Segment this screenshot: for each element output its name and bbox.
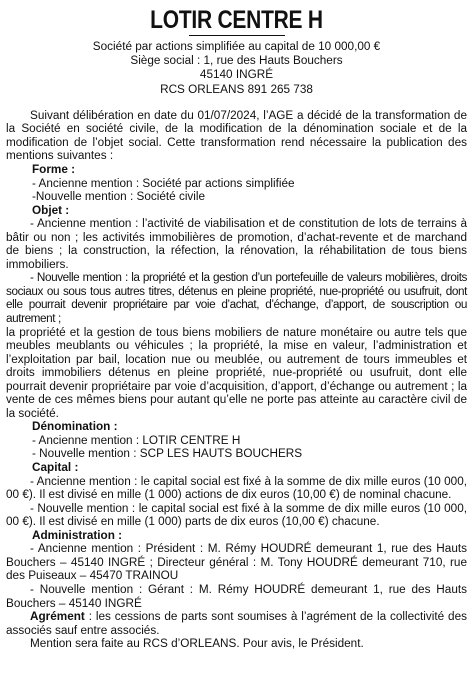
forme-heading: Forme xyxy=(32,163,68,176)
company-form: Société par actions simplifiée au capital de 10 000,00 € xyxy=(92,40,381,53)
intro-paragraph: Suivant délibération en date du 01/07/2024, l’AGE a décidé de la transformation de la Société en société civile, de la modification de la dénomination sociale et de la modification de l’objet social. Cette transformation rend nécessaire la publication des mentions suivantes : xyxy=(6,108,467,163)
agrement-paragraph: Agrément : les cessions de parts sont soumises à l’agrément de la collectivité des associés sauf entre associés. xyxy=(6,610,467,637)
capital-heading: Capital xyxy=(32,461,72,475)
notice-title: LOTIR CENTRE H xyxy=(150,6,323,34)
objet-old-mention: - Ancienne mention : l’activité de viabilisation et de constitution de lots de terrains à bâtir ou non ; les activités immobilières de promotion, d’achat-revente et de marchand de biens ; la construction, la réfection, la rénovation, la réhabilitation de tous biens immobiliers. xyxy=(6,217,467,271)
denomination-heading: Dénomination xyxy=(32,420,111,434)
capital-old-mention: - Ancienne mention : le capital social est fixé à la somme de dix mille euros (10 000, 00 €). Il est divisé en mille (1 000) actions de dix euros (10,00 €) de nominal chacune. xyxy=(6,474,467,502)
capital-new-mention: - Nouvelle mention : le capital social est fixé à la somme de dix mille euros (10 000, 00 €). Il est divisé en mille (1 000) parts de dix euros (10,00 €) chacune. xyxy=(6,501,467,529)
company-rcs: RCS ORLEANS 891 265 738 xyxy=(160,82,313,96)
capital-section: Capital : - Ancienne mention : le capital social est fixé à la somme de dix mille euros (10 000, 00 €). Il est divisé en mille (1 000) actions de dix euros (10,00 €) de nominal chacune. - Nouvelle mention : le capital social est fixé à la somme de dix mille euros (10 000, 00 €). Il est divisé en mille (1 000) parts de dix euros (10,00 €) chacune. xyxy=(6,461,467,529)
denomination-old-mention: - Ancienne mention : LOTIR CENTRE H xyxy=(32,433,241,447)
section-spacer xyxy=(6,97,467,109)
company-city: 45140 INGRÉ xyxy=(199,68,274,82)
agrement-heading: Agrément xyxy=(30,610,85,624)
company-details xyxy=(6,40,467,97)
objet-section: Objet : - Ancienne mention : l’activité de viabilisation et de constitution de lots de terrains à bâtir ou non ; les activités immobilières de promotion, d’achat-revente et de marchand de biens ; la construction, la réfection, la rénovation, la réhabilitation de tous biens immobiliers. - Nouvelle mention : la propriété et la gestion d’un portefeuille de valeurs mobilières, droits sociaux ou sous tous autres titres, détenus en pleine propriété, nue-propriété ou usufruit, dont elle pourrait devenir propriétaire par voie d’achat, d’échange, d’apport, de souscription ou autrement ; la propriété et la gestion de tous biens mobiliers de nature monétaire ou autre tels que meubles meublants ou véhicules ; la propriété, la mise en valeur, l’administration et l’exploitation par bail, location nue ou meublée, ou autrement de tours immeubles et droits immobiliers détenus en pleine propriété, nue-propriété ou usufruit, dont elle pourrait devenir propriétaire par voie d’acquisition, d’apport, d’échange ou autrement ; la vente de ces mêmes biens pour autant qu’elle ne porte pas atteinte au caractère civil de la société. xyxy=(6,203,467,420)
administration-old-mention: - Ancienne mention : Président : M. Rémy HOUDRÉ demeurant 1, rue des Hauts Bouchers – 45140 INGRÉ ; Directeur général : M. Tony HOUDRÉ demeurant 710, rue des Puiseaux – 45470 TRAINOU xyxy=(6,542,467,583)
agrement-text: les cessions de parts sont soumises à l’agrément de la collectivité des associés sauf entre associés. xyxy=(6,610,467,637)
administration-section: Administration : - Ancienne mention : Président : M. Rémy HOUDRÉ demeurant 1, rue des Hauts Bouchers – 45140 INGRÉ ; Directeur général : M. Tony HOUDRÉ demeurant 710, rue des Puiseaux – 45470 TRAINOU - Nouvelle mention : Gérant : M. Rémy HOUDRÉ demeurant 1, rue des Hauts Bouchers – 45140 INGRÉ xyxy=(6,528,467,610)
denomination-section: Dénomination : - Ancienne mention : LOTIR CENTRE H - Nouvelle mention : SCP LES HAUTS BOUCHERS xyxy=(6,420,467,461)
objet-heading: Objet xyxy=(32,203,63,217)
closing-line: Mention sera faite au RCS d’ORLEANS. Pour avis, le Président. xyxy=(30,637,364,651)
title-underline xyxy=(189,35,285,36)
objet-new-mention-part2: la propriété et la gestion de tous biens mobiliers de nature monétaire ou autre tels que meubles meublants ou véhicules ; la propriété, la mise en valeur, l’administration et l’exploitation par bail, location nue ou meublée, ou autrement de tours immeubles et droits immobiliers détenus en pleine propriété, nue-propriété ou usufruit, dont elle pourrait devenir propriétaire par voie d’acquisition, d’apport, d’échange ou autrement ; la vente de ces mêmes biens pour autant qu’elle ne porte pas atteinte au caractère civil de la société. xyxy=(6,325,467,420)
forme-old-mention: - Ancienne mention : Société par actions simplifiée xyxy=(32,176,295,190)
administration-new-mention: - Nouvelle mention : Gérant : M. Rémy HOUDRÉ demeurant 1, rue des Hauts Bouchers – 45140 INGRÉ xyxy=(6,582,467,610)
company-seat: Siège social : 1, rue des Hauts Bouchers xyxy=(130,54,343,68)
forme-new-mention: -Nouvelle mention : Société civile xyxy=(32,190,206,204)
denomination-new-mention: - Nouvelle mention : SCP LES HAUTS BOUCHERS xyxy=(32,447,303,461)
administration-heading: Administration xyxy=(32,528,115,542)
forme-section: Forme : - Ancienne mention : Société par actions simplifiée -Nouvelle mention : Société civile xyxy=(6,163,467,204)
objet-new-mention-part1: - Nouvelle mention : la propriété et la gestion d’un portefeuille de valeurs mobilières, droits sociaux ou sous tous autres titres, détenus en pleine propriété, nue-propriété ou usufruit, dont elle pourrait devenir propriétaire par voie d’achat, d’échange, d’apport, de souscription ou autrement ; xyxy=(6,271,467,326)
